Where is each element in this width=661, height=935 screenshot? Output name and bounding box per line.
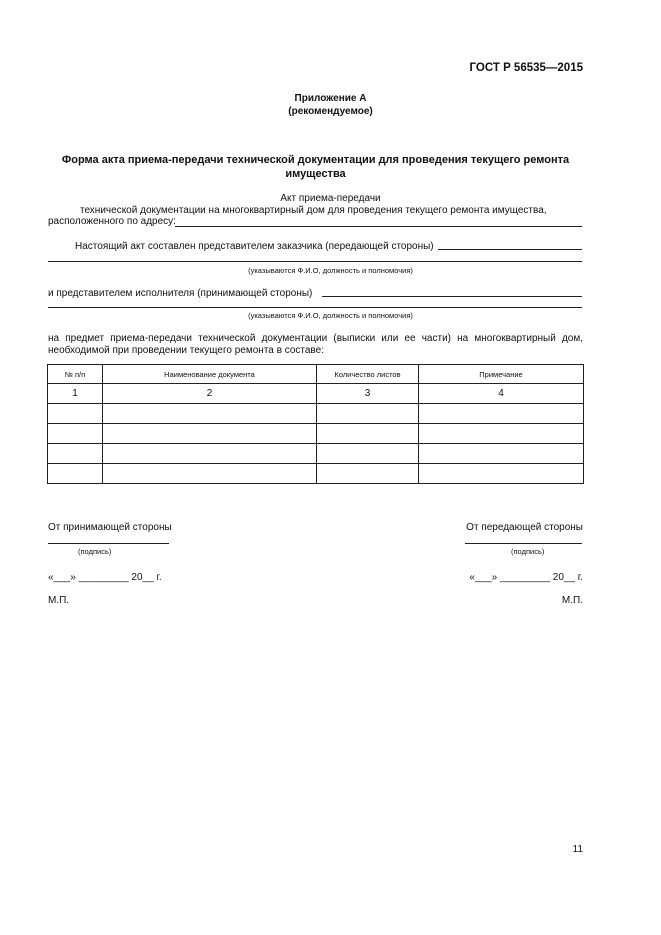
customer-fill-line-2 — [48, 261, 582, 262]
contractor-fill-line-2 — [48, 307, 582, 308]
transferring-party-label: От передающей стороны — [466, 522, 583, 533]
customer-fill-line — [438, 249, 582, 250]
document-code: ГОСТ Р 56535—2015 — [469, 62, 583, 74]
customer-hint: (указываются Ф.И.О, должность и полномочия) — [248, 266, 413, 275]
table-cell — [419, 444, 584, 464]
contractor-fill-line — [322, 296, 582, 297]
column-number-4: 4 — [419, 384, 584, 404]
table-cell — [103, 404, 317, 424]
receiver-signature-hint: (подпись) — [78, 547, 112, 556]
receiving-party-label: От принимающей стороны — [48, 522, 172, 533]
table-cell — [48, 424, 103, 444]
address-fill-line — [175, 226, 582, 227]
table-row — [48, 444, 584, 464]
subject-paragraph: на предмет приема-передачи технической документации (выписки или ее части) на многоквартирный дом, необходимой при проведении текущего ремонта в составе: — [48, 333, 583, 356]
table-cell — [317, 404, 419, 424]
column-header-sheet-count: Количество листов — [317, 365, 419, 384]
sender-signature-line — [465, 543, 582, 544]
act-heading: Акт приема-передачи — [280, 193, 381, 204]
form-title: Форма акта приема-передачи технической документации для проведения текущего ремонта имущества — [61, 154, 570, 180]
table-cell — [48, 404, 103, 424]
receiver-stamp-place: М.П. — [48, 595, 70, 606]
sender-date: «___» _________ 20__ г. — [469, 572, 583, 583]
table-cell — [317, 424, 419, 444]
column-header-note: Примечание — [419, 365, 584, 384]
contractor-hint: (указываются Ф.И.О, должность и полномочия) — [248, 311, 413, 320]
appendix-heading — [0, 92, 661, 118]
table-cell — [103, 424, 317, 444]
sender-signature-hint: (подпись) — [511, 547, 545, 556]
act-description-line2: расположенного по адресу: — [48, 216, 176, 227]
table-cell — [48, 444, 103, 464]
sender-stamp-place: М.П. — [561, 595, 583, 606]
table-cell — [317, 444, 419, 464]
table-column-numbers-row — [48, 384, 584, 404]
receiver-signature-line — [48, 543, 169, 544]
page-number: 11 — [572, 844, 583, 855]
appendix-status: (рекомендуемое) — [288, 106, 373, 117]
table-cell — [419, 464, 584, 484]
table-cell — [103, 464, 317, 484]
contractor-representative-label: и представителем исполнителя (принимающей стороны) — [48, 288, 313, 299]
column-header-document-name: Наименование документа — [103, 365, 317, 384]
act-description-line1: технической документации на многоквартирный дом для проведения текущего ремонта имущества, — [80, 205, 547, 216]
table-row — [48, 424, 584, 444]
receiver-date: «___» _________ 20__ г. — [48, 572, 162, 583]
customer-representative-label: Настоящий акт составлен представителем заказчика (передающей стороны) — [75, 241, 434, 252]
column-header-number: № п/п — [48, 365, 103, 384]
table-cell — [317, 464, 419, 484]
table-row — [48, 404, 584, 424]
column-number-2: 2 — [103, 384, 317, 404]
table-header-row — [48, 365, 584, 384]
table-cell — [48, 464, 103, 484]
table-cell — [103, 444, 317, 464]
appendix-title: Приложение А — [294, 93, 367, 104]
column-number-3: 3 — [317, 384, 419, 404]
table-cell — [419, 424, 584, 444]
column-number-1: 1 — [48, 384, 103, 404]
documents-table — [47, 364, 584, 484]
table-cell — [419, 404, 584, 424]
table-row — [48, 464, 584, 484]
